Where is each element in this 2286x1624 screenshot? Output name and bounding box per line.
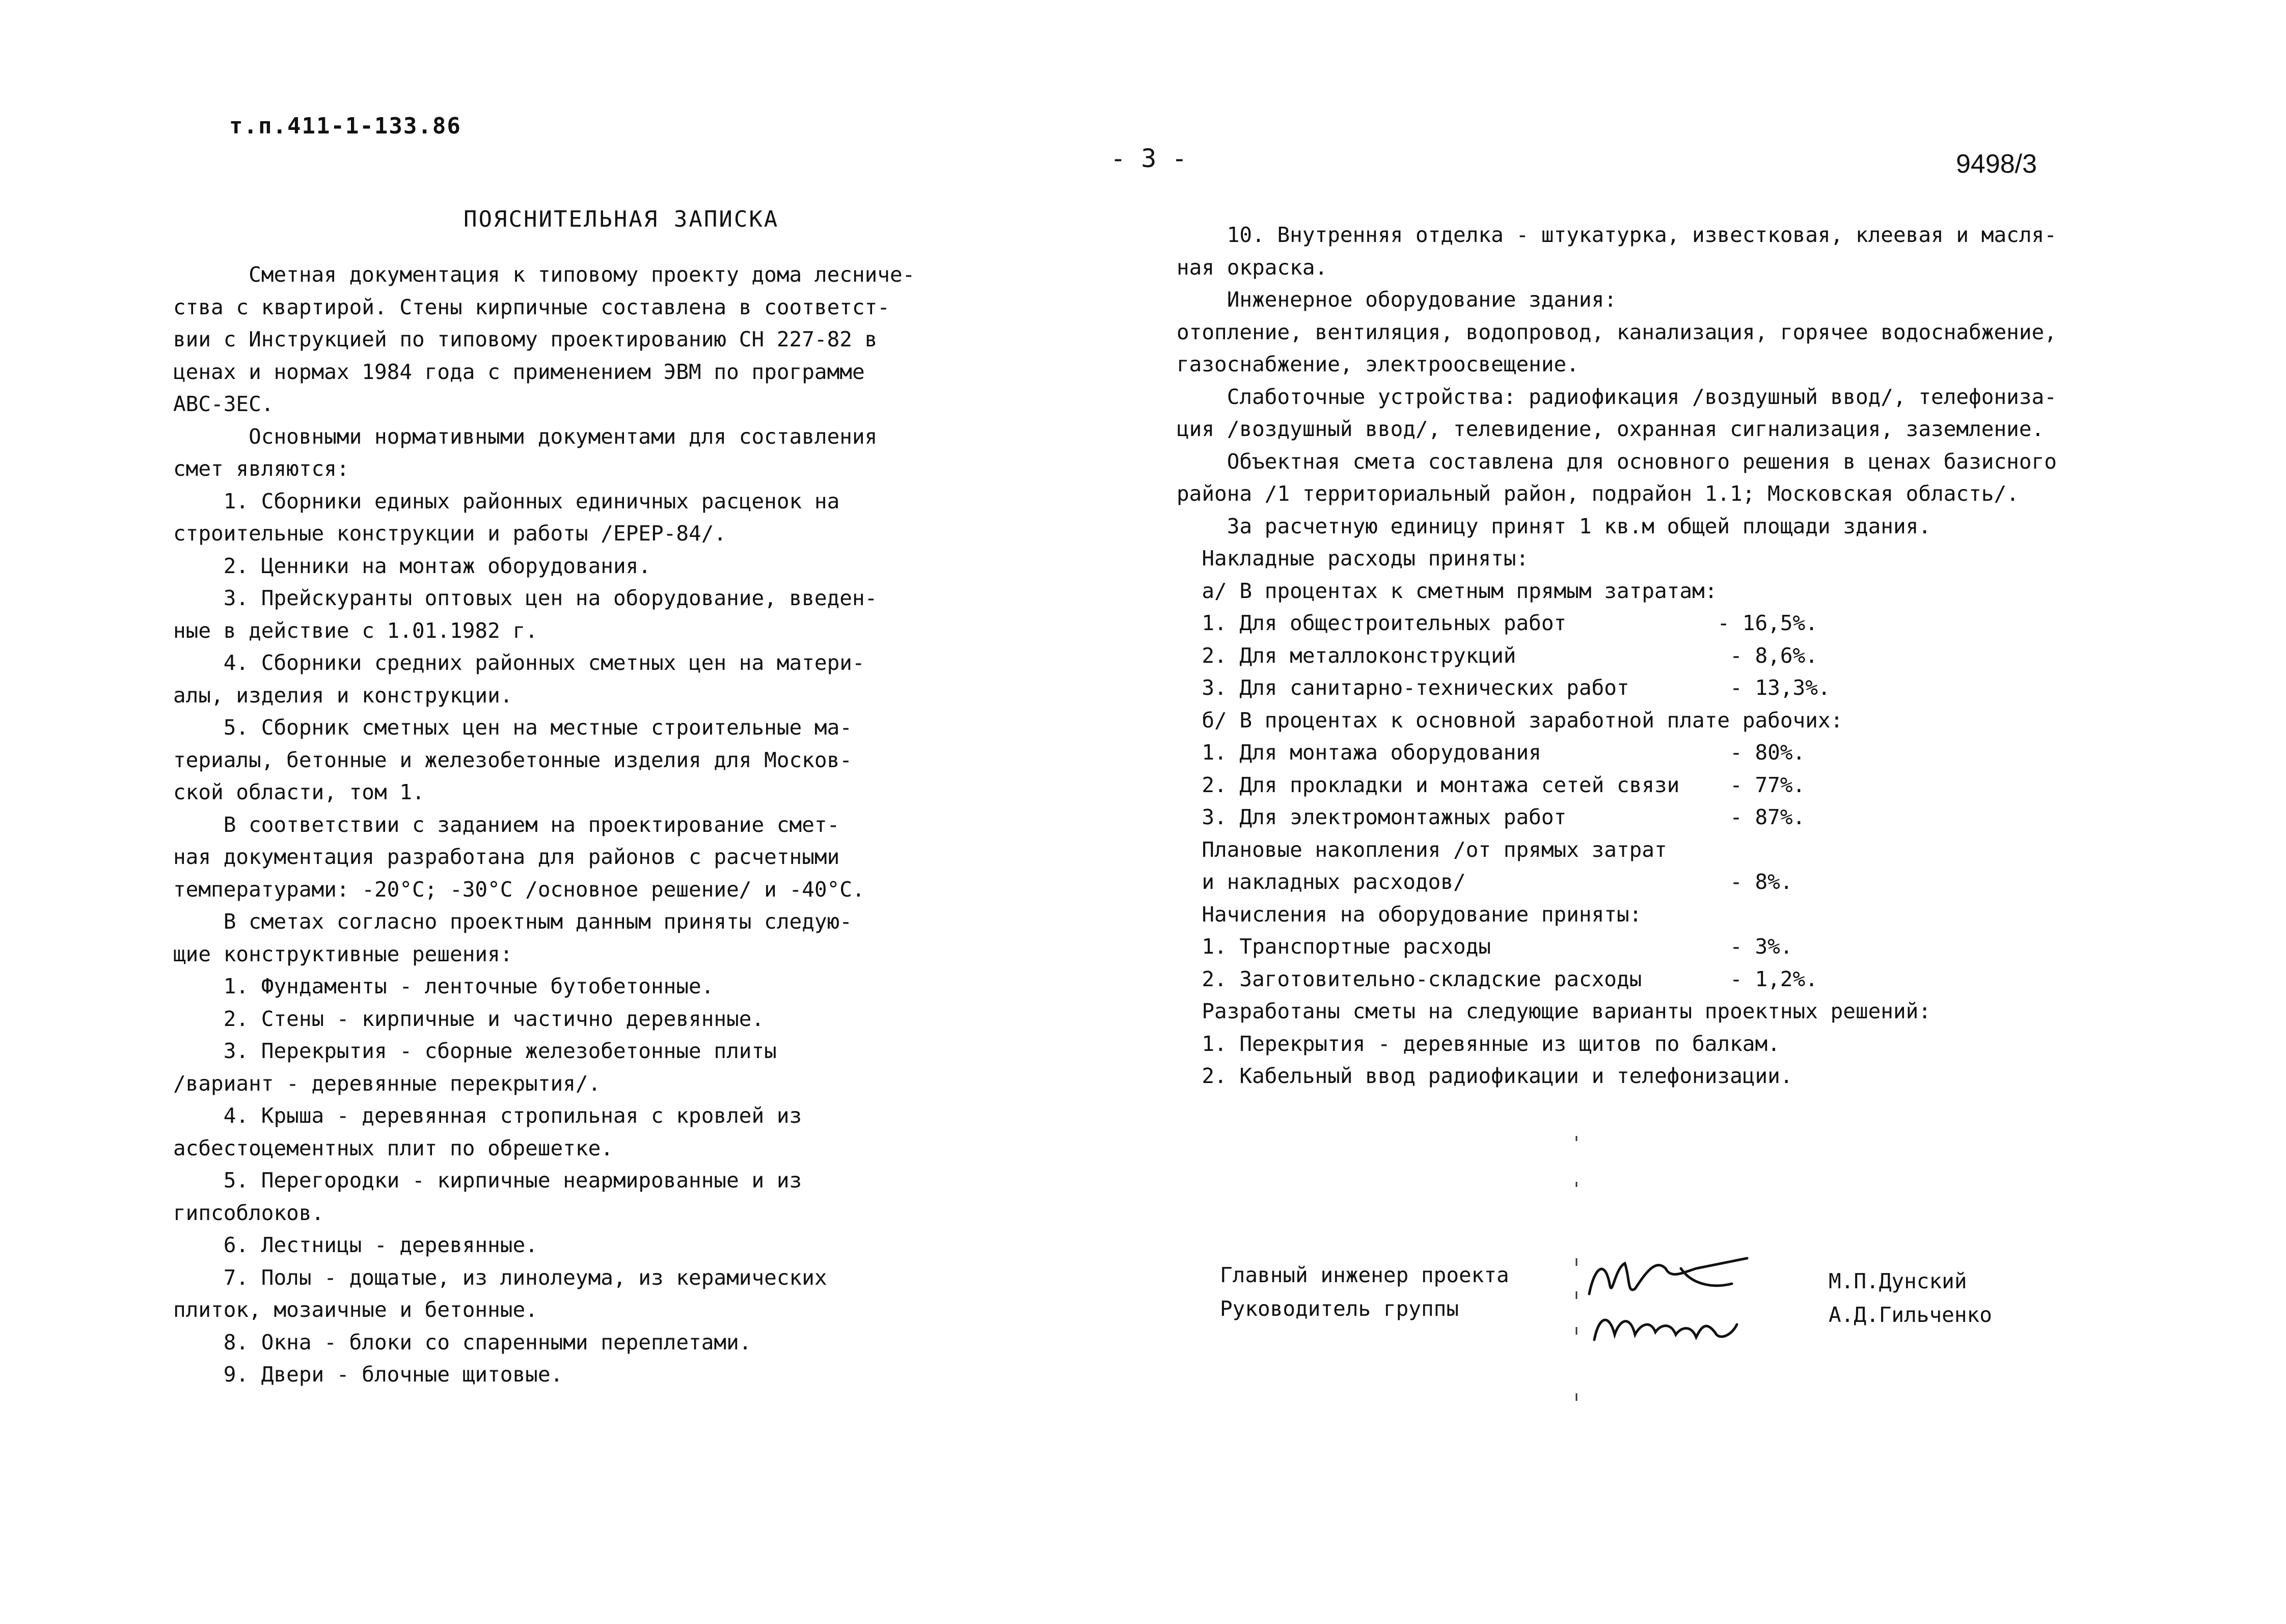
text-line: 10. Внутренняя отделка - штукатурка, известковая, клеевая и масля- <box>1177 223 2057 247</box>
text-line: Объектная смета составлена для основного решения в ценах базисного <box>1177 449 2057 474</box>
text-line: а/ В процентах к сметным прямым затратам: <box>1177 578 1718 603</box>
text-line: ная окраска. <box>1177 255 1328 280</box>
text-line: Начисления на оборудование приняты: <box>1177 902 1642 927</box>
text-line: 2. Для прокладки и монтажа сетей связи - 77%. <box>1177 772 1806 797</box>
document-title: ПОЯСНИТЕЛЬНАЯ ЗАПИСКА <box>464 206 779 232</box>
text-line: 6. Лестницы - деревянные. <box>173 1233 538 1257</box>
sheet-number: 9498/3 <box>1956 149 2037 179</box>
text-line: 2. Ценники на монтаж оборудования. <box>173 553 651 578</box>
text-line: 3. Прейскуранты оптовых цен на оборудование, введен- <box>173 586 878 610</box>
text-line: 1. Фундаменты - ленточные бутобетонные. <box>173 974 714 998</box>
group-leader-name: А.Д.Гильченко <box>1829 1303 1992 1327</box>
text-line: АВС-3ЕС. <box>173 392 274 416</box>
text-line: алы, изделия и конструкции. <box>173 683 513 708</box>
text-line: газоснабжение, электроосвещение. <box>1177 352 1579 376</box>
signature-names <box>1829 1264 1992 1332</box>
text-line: 3. Для электромонтажных работ - 87%. <box>1177 805 1806 829</box>
chief-engineer-name: М.П.Дунский <box>1829 1269 1967 1293</box>
text-line: Разработаны сметы на следующие варианты проектных решений: <box>1177 999 1931 1023</box>
text-line: 1. Для общестроительных работ - 16,5%. <box>1177 611 1818 635</box>
text-line: 1. Сборники единых районных единичных расценок на <box>173 489 840 513</box>
text-line: 8. Окна - блоки со спаренными переплетами. <box>173 1330 752 1355</box>
left-column-text <box>173 259 968 1391</box>
text-line: 2. Кабельный ввод радиофикации и телефонизации. <box>1177 1064 1793 1088</box>
text-line: териалы, бетонные и железобетонные изделия для Москов- <box>173 747 852 772</box>
text-line: /вариант - деревянные перекрытия/. <box>173 1071 601 1096</box>
text-line: 2. Стены - кирпичные и частично деревянные. <box>173 1006 765 1031</box>
text-line: Слаботочные устройства: радиофикация /воздушный ввод/, телефониза- <box>1177 384 2057 409</box>
chief-engineer-label: Главный инженер проекта <box>1220 1263 1509 1287</box>
text-line: 7. Полы - дощатые, из линолеума, из керамических <box>173 1265 827 1290</box>
text-line: 2. Заготовительно-складские расходы - 1,2%. <box>1177 966 1818 991</box>
text-line: гипсоблоков. <box>173 1200 324 1225</box>
text-line: Накладные расходы приняты: <box>1177 546 1529 571</box>
text-line: В соответствии с заданием на проектирование смет- <box>173 812 840 837</box>
text-line: ства с квартирой. Стены кирпичные составлена в соответст- <box>173 294 890 319</box>
text-line: ные в действие с 1.01.1982 г. <box>173 618 538 643</box>
handwritten-signatures <box>1579 1238 1813 1350</box>
page-number: - 3 - <box>1110 144 1187 173</box>
text-line: отопление, вентиляция, водопровод, канализация, горячее водоснабжение, <box>1177 319 2057 344</box>
right-column-text <box>1177 219 2175 1093</box>
text-line: 4. Крыша - деревянная стропильная с кровлей из <box>173 1103 802 1128</box>
text-line: и накладных расходов/ - 8%. <box>1177 870 1793 894</box>
text-line: района /1 территориальный район, подрайон 1.1; Московская область/. <box>1177 481 2019 506</box>
text-line: За расчетную единицу принят 1 кв.м общей площади здания. <box>1177 513 1931 538</box>
text-line: вии с Инструкцией по типовому проектированию СН 227-82 в <box>173 327 878 351</box>
text-line: б/ В процентах к основной заработной плате рабочих: <box>1177 708 1843 733</box>
text-line: ная документация разработана для районов с расчетными <box>173 845 840 869</box>
text-line: ской области, том 1. <box>173 780 425 804</box>
text-line: 5. Перегородки - кирпичные неармированные и из <box>173 1168 802 1193</box>
text-line: 1. Перекрытия - деревянные из щитов по балкам. <box>1177 1031 1780 1056</box>
text-line: 3. Перекрытия - сборные железобетонные плиты <box>173 1039 777 1063</box>
text-line: 5. Сборник сметных цен на местные строительные ма- <box>173 715 852 740</box>
group-leader-label: Руководитель группы <box>1220 1296 1459 1321</box>
signature-labels <box>1220 1258 1509 1325</box>
text-line: 4. Сборники средних районных сметных цен на матери- <box>173 651 865 675</box>
text-line: 9. Двери - блочные щитовые. <box>173 1362 563 1387</box>
text-line: ценах и нормах 1984 года с применением ЭВМ по программе <box>173 359 865 384</box>
text-line: Основными нормативными документами для составления <box>173 424 878 449</box>
text-line: 1. Для монтажа оборудования - 80%. <box>1177 740 1806 765</box>
text-line: Инженерное оборудование здания: <box>1177 287 1617 312</box>
text-line: ция /воздушный ввод/, телевидение, охранная сигнализация, заземление. <box>1177 417 2045 441</box>
text-line: строительные конструкции и работы /ЕРЕР-84/. <box>173 521 727 546</box>
text-line: плиток, мозаичные и бетонные. <box>173 1297 538 1322</box>
text-line: Сметная документация к типовому проекту дома лесниче- <box>173 262 915 287</box>
text-line: В сметах согласно проектным данным приняты следую- <box>173 909 852 934</box>
text-line: щие конструктивные решения: <box>173 941 513 966</box>
text-line: 1. Транспортные расходы - 3%. <box>1177 934 1793 959</box>
text-line: 3. Для санитарно-технических работ - 13,3%. <box>1177 675 1831 700</box>
text-line: смет являются: <box>173 456 349 481</box>
text-line: температурами: -20°С; -30°С /основное решение/ и -40°С. <box>173 877 865 902</box>
text-line: асбестоцементных плит по обрешетке. <box>173 1135 613 1160</box>
text-line: 2. Для металлоконструкций - 8,6%. <box>1177 643 1818 668</box>
document-code: т.п.411-1-133.86 <box>229 113 461 139</box>
text-line: Плановые накопления /от прямых затрат <box>1177 837 1667 862</box>
